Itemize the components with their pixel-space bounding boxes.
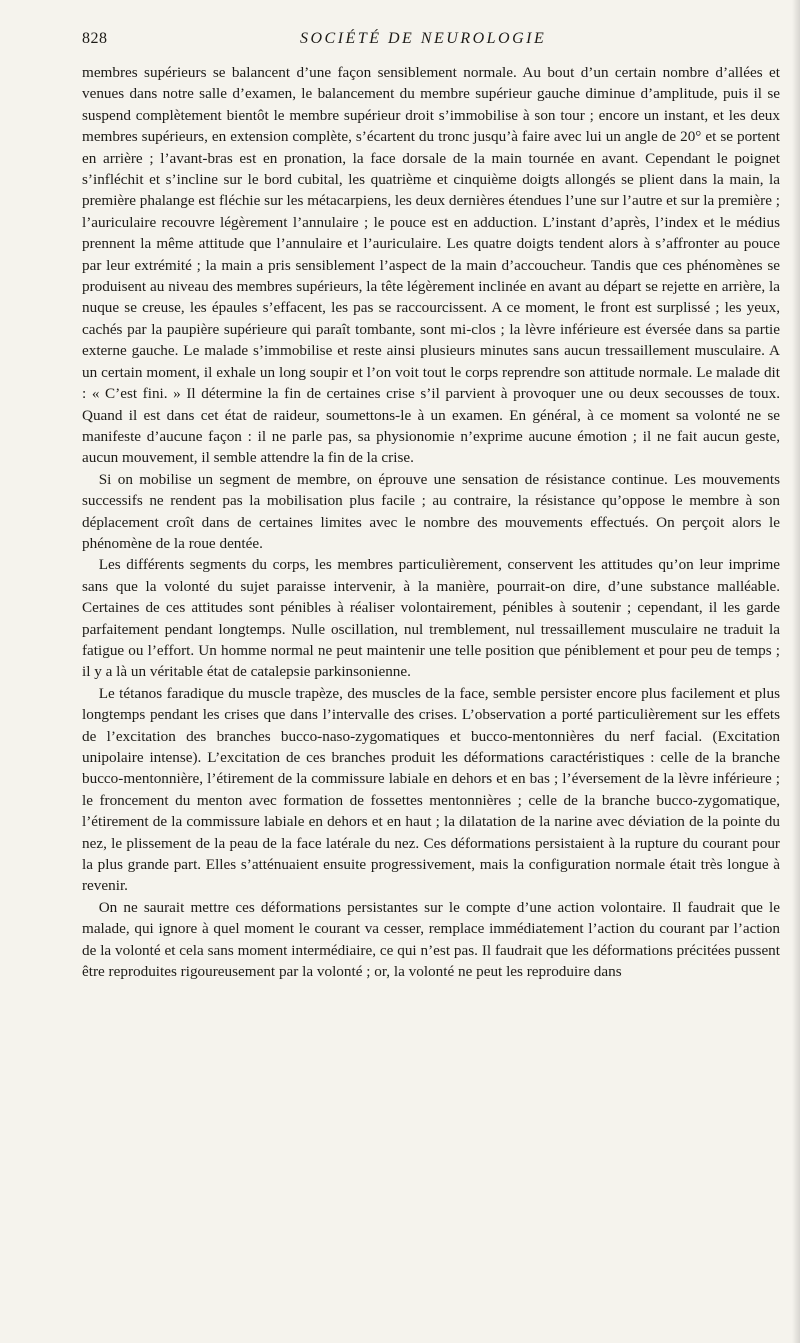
paragraph: membres supérieurs se balancent d’une façon sensiblement normale. Au bout d’un certain nombre d’allées et venues dans notre salle d’examen, le balancement du membre supérieur gauche diminue d’amplitude, puis il se suspend complètement bientôt le membre supérieur droit s’immobilise à son tour ; encore un instant, et les deux membres supérieurs, en extension complète, s’écartent du tronc jusqu’à faire avec lui un angle de 20° et se portent en arrière ; l’avant-bras est en pronation, la face dorsale de la main tournée en avant. Cependant le poignet s’infléchit et s’incline sur le bord cubital, les quatrième et cinquième doigts allongés se plient dans la main, la première phalange est fléchie sur les métacarpiens, les deux dernières étendues l’une sur l’autre et sur la première ; l’auriculaire recouvre légèrement l’annulaire ; le pouce est en adduction. L’instant d’après, l’index et le médius prennent la même attitude que l’annulaire et l’auriculaire. Les quatre doigts tendent alors à s’affronter au pouce par leur extrémité ; la main a pris sensiblement l’aspect de la main d’accoucheur. Tandis que ces phénomènes se produisent au niveau des membres supérieurs, la tête légèrement inclinée en avant au départ se rejette en arrière, la nuque se creuse, les épaules s’effacent, les pas se raccourcissent. A ce moment, le front est surplissé ; les yeux, cachés par la paupière supérieure qui paraît tombante, sont mi-clos ; la lèvre inférieure est éversée dans sa partie externe gauche. Le malade s’immobilise et reste ainsi plusieurs minutes sans aucun tressaillement musculaire. A un certain moment, il exhale un long soupir et l’on voit tout le corps reprendre son attitude normale. Le malade dit : « C’est fini. » Il détermine la fin de certaines crise s’il parvient à provoquer une ou deux secousses de toux. Quand il est dans cet état de raideur, soumettons-le à un examen. En général, à ce moment sa volonté ne se manifeste d’aucune façon : il ne parle pas, sa physionomie n’exprime aucune émotion ; il ne fait aucun geste, aucun mouvement, il semble attendre la fin de la crise. [82,64,780,467]
page-number: 828 [82,30,108,47]
paragraph: On ne saurait mettre ces déformations persistantes sur le compte d’une action volontaire. Il faudrait que le malade, qui ignore à quel moment le courant va cesser, remplace immédiatement l’action du courant par l’action de la volonté et cela sans moment intermédiaire, ce qui n’est pas. Il faudrait que les déformations précitées pussent être reproduites rigoureusement par la volonté ; or, la volonté ne peut les reproduire dans [82,898,780,981]
paragraph: Les différents segments du corps, les membres particulièrement, conservent les attitudes qu’on leur imprime sans que la volonté du sujet paraisse intervenir, à la manière, pourrait-on dire, d’une substance malléable. Certaines de ces attitudes sont pénibles à réaliser volontairement, pénibles à soutenir ; cependant, il les garde parfaitement pendant longtemps. Nulle oscillation, nul tremblement, nul tressaillement musculaire ne traduit la fatigue ou l’effort. Un homme normal ne peut maintenir une telle position que péniblement et pour peu de temps ; il y a là un véritable état de catalepsie parkinsonienne. [82,556,780,681]
page-edge-shadow [792,0,800,1343]
page-header [82,30,782,52]
body-text [82,62,780,982]
paragraph: Le tétanos faradique du muscle trapèze, des muscles de la face, semble persister encore plus facilement et plus longtemps pendant les crises que dans l’intervalle des crises. L’observation a porté particulièrement sur les effets de l’excitation des branches bucco-naso-zygomatiques et bucco-mentonnières du nerf facial. (Excitation unipolaire intense). L’excitation de ces branches produit les déformations caractéristiques : celle de la branche bucco-mentonnière, l’étirement de la commissure labiale en dehors et en bas ; l’éversement de la lèvre inférieure ; le froncement du menton avec formation de fossettes mentonnières ; celle de la branche bucco-zygomatique, l’étirement de la commissure labiale en dehors et en haut ; la dilatation de la narine avec déviation de la pointe du nez, le plissement de la peau de la face latérale du nez. Ces déformations persistaient à la rupture du courant pour la plus grande part. Elles s’atténuaient ensuite progressivement, mais la configuration normale était très longue à revenir. [82,684,780,895]
paragraph: Si on mobilise un segment de membre, on éprouve une sensation de résistance continue. Les mouvements successifs ne rendent pas la mobilisation plus facile ; au contraire, la résistance qu’oppose le membre à son déplacement croît dans de certaines limites avec le nombre des mouvements effectués. On perçoit alors le phénomène de la roue dentée. [82,470,780,552]
running-title: SOCIÉTÉ DE NEUROLOGIE [300,30,547,47]
